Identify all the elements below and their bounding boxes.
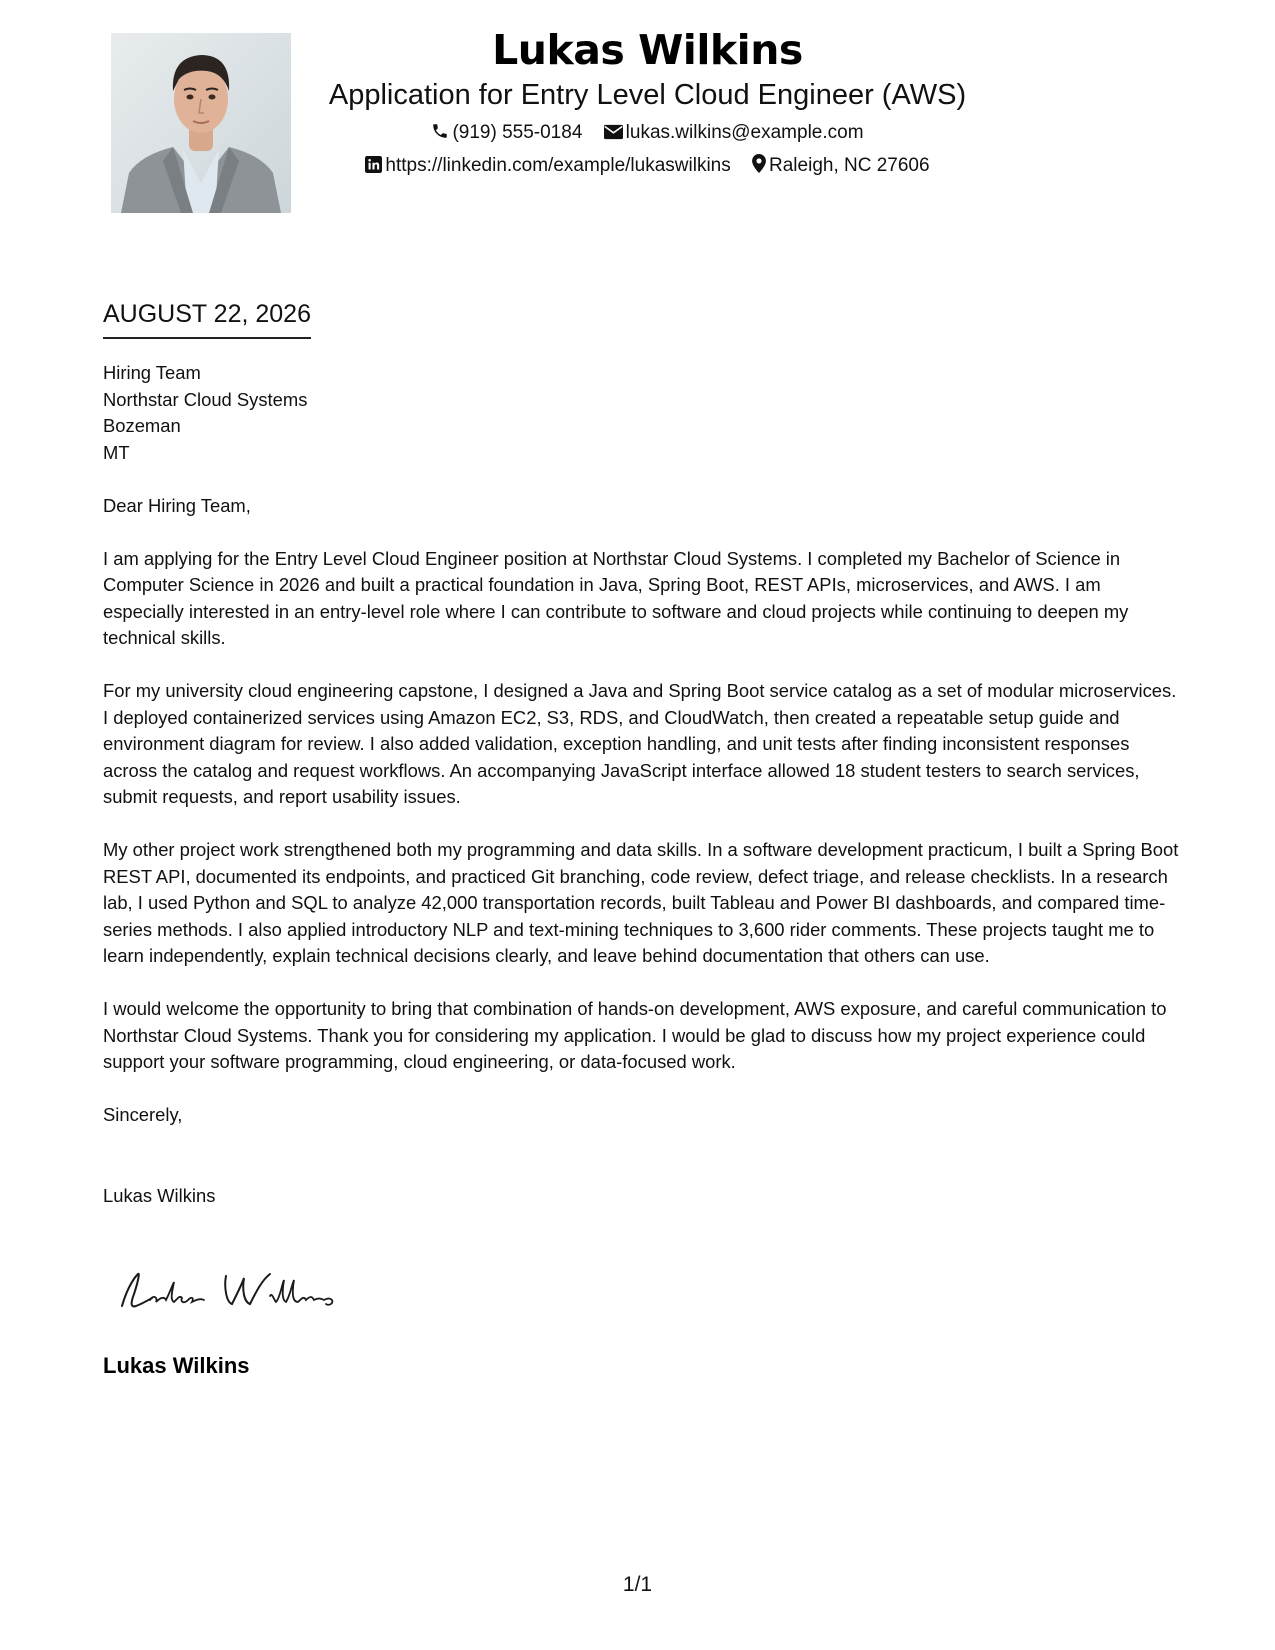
body-paragraph: I am applying for the Entry Level Cloud Engineer position at Northstar Cloud Systems. I completed my Bachelor of Science in Computer Science in 2026 and built a practical foundation in Java, Spring Boot, REST APIs, microservices, and AWS. I am especially interested in an entry-level role where I can contribute to software and cloud projects while continuing to deepen my technical skills. <box>103 547 1129 648</box>
email-text: lukas.wilkins@example.com <box>625 122 864 143</box>
contact-row-primary <box>290 122 1005 144</box>
linkedin-url: https://linkedin.com/example/lukaswilkins <box>385 155 731 176</box>
recipient-company: Northstar Cloud Systems <box>103 388 308 410</box>
linkedin-icon <box>365 156 382 173</box>
recipient-block <box>103 360 1183 466</box>
profile-photo <box>111 33 291 213</box>
location-text: Raleigh, NC 27606 <box>769 155 930 176</box>
contact-email[interactable] <box>604 122 864 144</box>
contact-location <box>752 154 930 177</box>
applicant-name: Lukas Wilkins <box>492 26 803 74</box>
closing: Sincerely, <box>103 1104 183 1125</box>
map-pin-icon <box>752 154 766 173</box>
contact-row-secondary <box>290 154 1005 177</box>
contact-phone <box>431 122 582 144</box>
closing-name: Lukas Wilkins <box>103 1184 216 1206</box>
envelope-icon <box>604 124 623 140</box>
phone-icon <box>431 122 449 140</box>
page-indicator: 1/1 <box>622 1573 653 1596</box>
contact-linkedin[interactable] <box>365 155 730 177</box>
handwritten-signature <box>114 1262 364 1322</box>
application-title: Application for Entry Level Cloud Engineer (AWS) <box>328 79 967 111</box>
body-paragraph: I would welcome the opportunity to bring that combination of hands-on development, AWS exposure, and careful communication to Northstar Cloud Systems. Thank you for considering my application. I would be glad to discuss how my project experience could support your software programming, cloud engineering, or data-focused work. <box>103 998 1167 1072</box>
body-paragraph: My other project work strengthened both my programming and data skills. In a software development practicum, I built a Spring Boot REST API, documented its endpoints, and practiced Git branching, code review, defect triage, and release checklists. In a research lab, I used Python and SQL to analyze 42,000 transportation records, built Tableau and Power BI dashboards, and compared time-series methods. I also applied introductory NLP and text-mining techniques to 3,600 rider comments. These projects taught me to learn independently, explain technical decisions clearly, and leave behind documentation that others can use. <box>103 839 1179 966</box>
letter-date: AUGUST 22, 2026 <box>103 299 311 339</box>
salutation: Dear Hiring Team, <box>103 494 251 516</box>
signature-block-name: Lukas Wilkins <box>103 1353 250 1378</box>
letter-body <box>103 360 1183 1236</box>
body-paragraph: For my university cloud engineering capstone, I designed a Java and Spring Boot service catalog as a set of modular microservices. I deployed containerized services using Amazon EC2, S3, RDS, and CloudWatch, then created a repeatable setup guide and environment diagram for review. I also added validation, exception handling, and unit tests after finding inconsistent responses across the catalog and request workflows. An accompanying JavaScript interface allowed 18 student testers to search services, submit requests, and report usability issues. <box>103 680 1177 807</box>
recipient-city: Bozeman <box>103 415 181 436</box>
recipient-state: MT <box>103 441 130 463</box>
recipient-line: Hiring Team <box>103 362 201 383</box>
letter-header <box>290 20 1005 177</box>
phone-text: (919) 555-0184 <box>452 122 583 143</box>
